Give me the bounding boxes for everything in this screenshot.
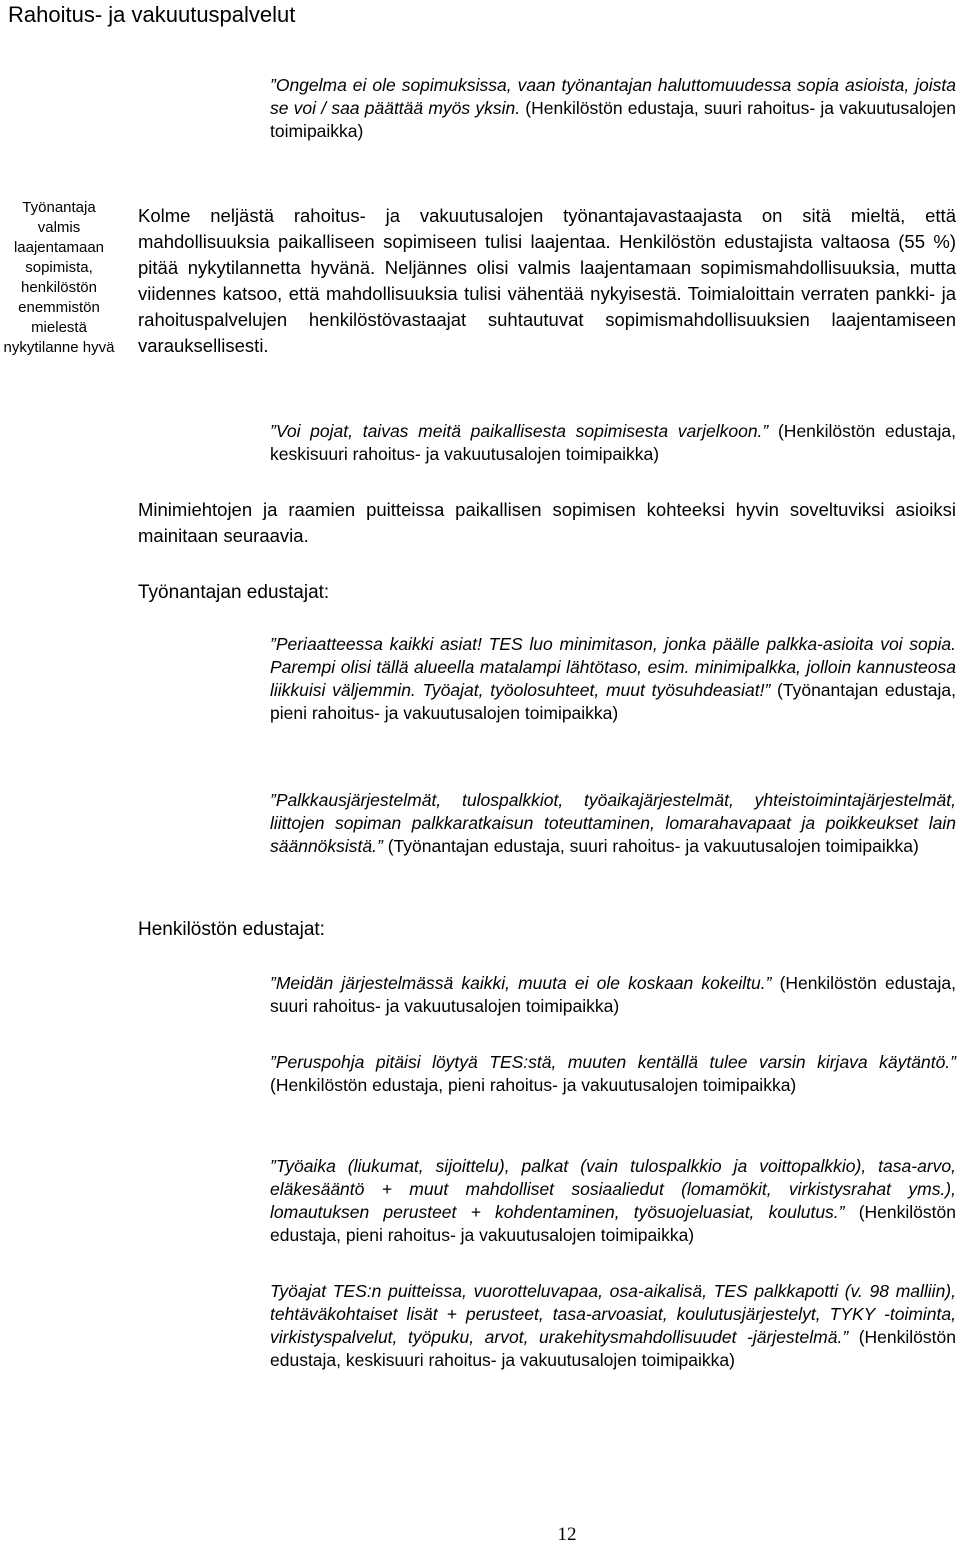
body-paragraph: Minimiehtojen ja raamien puitteissa paikallisen sopimisen kohteeksi hyvin soveltuviksi asioiksi mainitaan seuraavia. <box>138 499 956 546</box>
quote-text: ”Meidän järjestelmässä kaikki, muuta ei ole koskaan kokeiltu.” <box>270 973 772 993</box>
quote-source: (Henkilöstön edustaja, suuri rahoitus- ja vakuutusalojen toimipaikka) <box>270 973 956 1016</box>
quote-source: (Henkilöstön edustaja, pieni rahoitus- ja vakuutusalojen toimipaikka) <box>270 1202 956 1245</box>
quote-text: ”Työaika (liukumat, sijoittelu), palkat (vain tulospalkkio ja voittopalkkio), tasa-arvo, eläkesääntö + muut mahdolliset sosiaaliedut (lomamökit, virkistysrahat yms.), lomautuksen perusteet + kohdentaminen, työsuojeluasiat, koulutus.” <box>270 1156 956 1222</box>
body-paragraph: Kolme neljästä rahoitus- ja vakuutusalojen työnantajavastaajasta on sitä mieltä, että mahdollisuuksia paikalliseen sopimiseen tulisi laajentaa. Henkilöstön edustajista valtaosa (55 %) pitää nykytilannetta hyvänä. Neljännes olisi valmis laajentamaan sopimismahdollisuuksia, mutta viidennes katsoo, että mahdollisuuksia tulisi vähentää nykyisestä. Toimialoittain verraten pankki- ja rahoituspalvelujen henkilöstövastaajat suhtautuvat sopimismahdollisuuksien laajentamiseen varauksellisesti. <box>138 205 956 356</box>
quote-block <box>270 972 956 1018</box>
quote-text: ”Voi pojat, taivas meitä paikallisesta sopimisesta varjelkoon.” <box>270 421 769 441</box>
page-header-title: Rahoitus- ja vakuutuspalvelut <box>8 2 296 27</box>
quote-text: Työajat TES:n puitteissa, vuorotteluvapaa, osa-aikalisä, TES palkkapotti (v. 98 malliin), tehtäväkohtaiset lisät + perusteet, tasa-arvoasiat, koulutusjärjestelyt, TYKY -toiminta, virkistyspalvelut, työpuku, arvot, urakehitysmahdollisuudet -järjestelmä.” <box>270 1281 956 1347</box>
quote-text: ”Periaatteessa kaikki asiat! TES luo minimitason, jonka päälle palkka-asioita voi sopia. Parempi olisi tällä alueella matalampi lähtötaso, esim. minimipalkka, jolloin kannusteosa liikkuisi väljemmin. Työajat, työolosuhteet, muut työsuhdeasiat!” <box>270 634 956 700</box>
quote-source: (Henkilöstön edustaja, keskisuuri rahoitus- ja vakuutusalojen toimipaikka) <box>270 1327 956 1370</box>
quote-block <box>270 789 956 858</box>
quote-text: ”Ongelma ei ole sopimuksissa, vaan työnantajan haluttomuudessa sopia asioista, joista se voi / saa päättää myös yksin. <box>270 75 956 118</box>
quote-source: (Työnantajan edustaja, pieni rahoitus- ja vakuutusalojen toimipaikka) <box>270 680 956 723</box>
quote-block <box>270 1051 956 1097</box>
quote-source: (Henkilöstön edustaja, pieni rahoitus- ja vakuutusalojen toimipaikka) <box>270 1075 797 1095</box>
section-heading-employer: Työnantajan edustajat: <box>138 582 330 603</box>
quote-text: ”Peruspohja pitäisi löytyä TES:stä, muuten kentällä tulee varsin kirjava käytäntö.” <box>270 1052 956 1072</box>
quote-source: (Henkilöstön edustaja, suuri rahoitus- ja vakuutusalojen toimipaikka) <box>270 98 956 141</box>
quote-block <box>270 633 956 725</box>
quote-source: (Henkilöstön edustaja, keskisuuri rahoitus- ja vakuutusalojen toimipaikka) <box>270 421 956 464</box>
quote-text: ”Palkkausjärjestelmät, tulospalkkiot, työaikajärjestelmät, yhteistoimintajärjestelmät, liittojen sopiman palkkaratkaisun toteuttaminen, lomarahavapaat ja poikkeukset lain säännöksistä.” <box>270 790 956 856</box>
quote-block <box>270 1155 956 1247</box>
quote-block <box>270 420 956 466</box>
quote-block <box>270 1280 956 1372</box>
section-heading-staff: Henkilöstön edustajat: <box>138 919 325 940</box>
quote-source: (Työnantajan edustaja, suuri rahoitus- ja vakuutusalojen toimipaikka) <box>382 836 919 856</box>
quote-block <box>270 74 956 143</box>
page-number: 12 <box>557 1524 577 1545</box>
margin-note: Työnantaja valmis laajentamaan sopimista, henkilöstön enemmistön mielestä nykytilanne hyvä <box>3 199 115 356</box>
